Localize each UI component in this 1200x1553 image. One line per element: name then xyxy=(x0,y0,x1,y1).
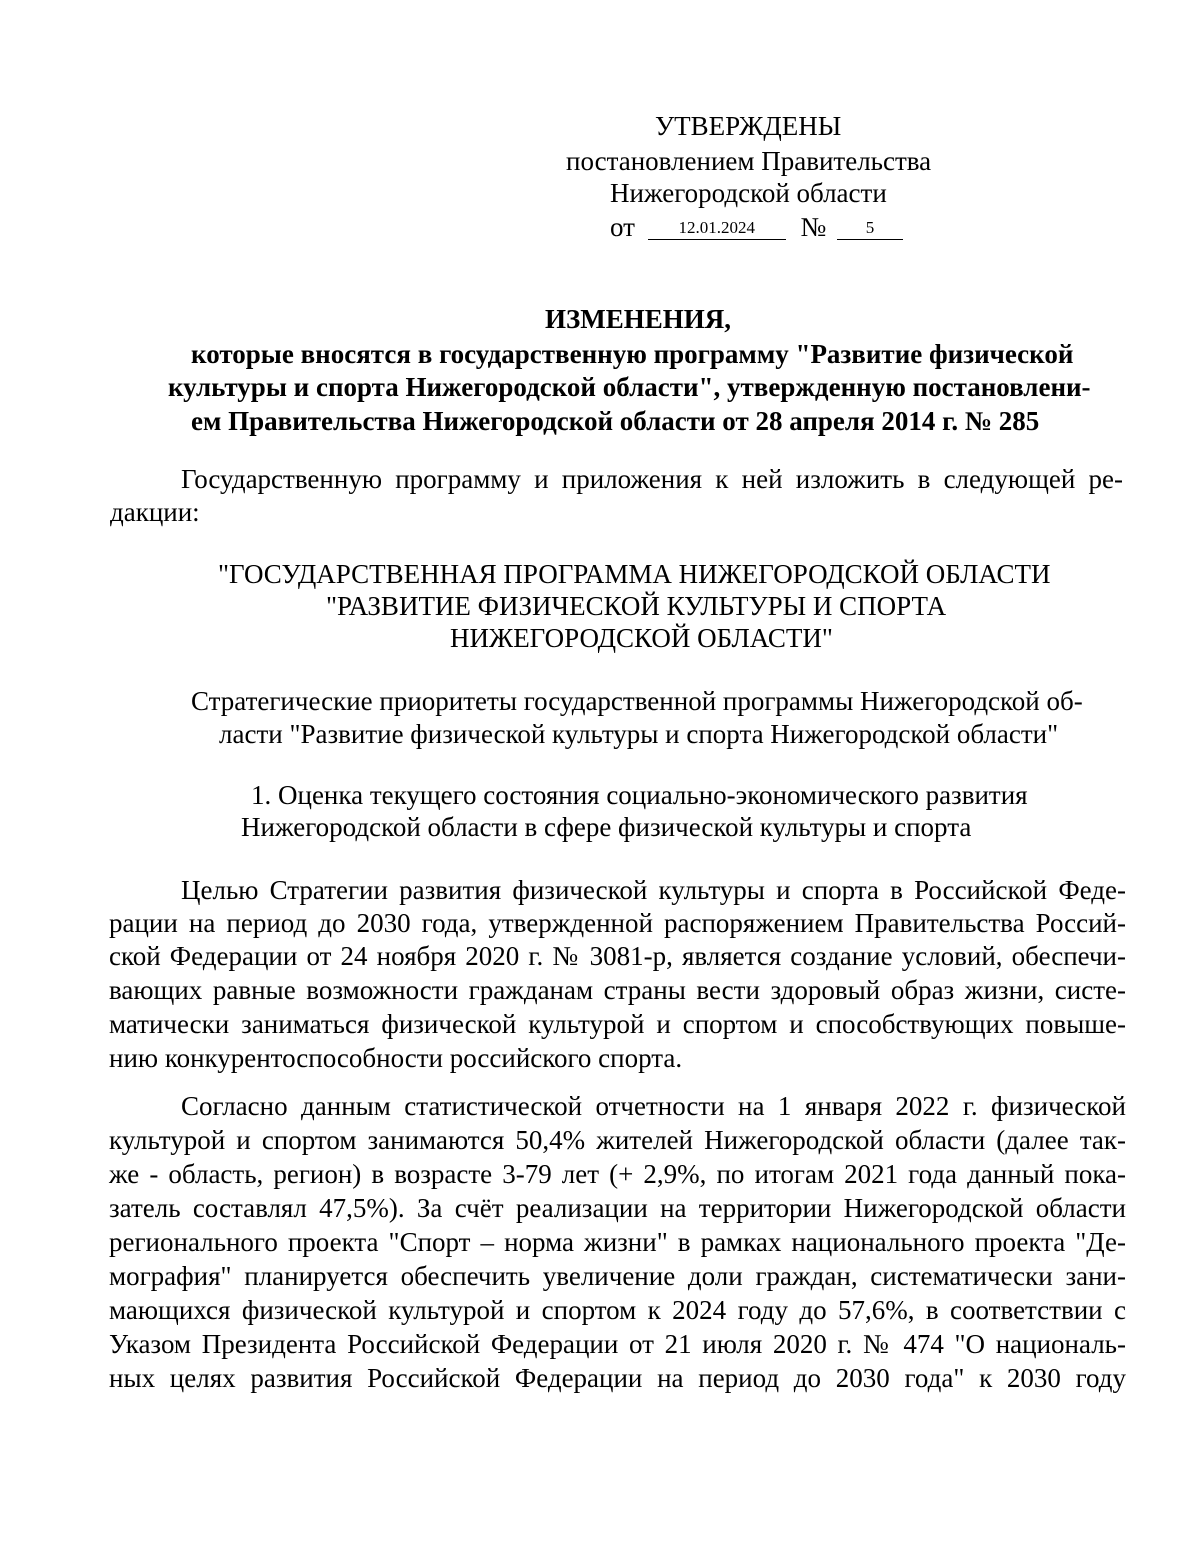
paragraph-2-line-2: культурой и спортом занимаются 50,4% жителей Нижегородской области (далее так- xyxy=(109,1125,1126,1155)
paragraph-2-line-7: мающихся физической культурой и спортом к 2024 году до 57,6%, в соответствии с xyxy=(109,1295,1126,1325)
paragraph-2-line-1: Согласно данным статистической отчетности на 1 января 2022 г. физической xyxy=(181,1091,1126,1121)
approval-date-line xyxy=(610,211,903,244)
approval-region: Нижегородской области xyxy=(610,178,887,208)
paragraph-2-line-9: ных целях развития Российской Федерации на период до 2030 года" к 2030 году xyxy=(109,1363,1126,1393)
priorities-line-1: Стратегические приоритеты государственной программы Нижегородской об- xyxy=(191,686,1083,716)
paragraph-1-line-3: ской Федерации от 24 ноября 2020 г. № 3081-р, является создание условий, обеспечи- xyxy=(109,941,1126,971)
program-title-line-2: "РАЗВИТИЕ ФИЗИЧЕСКОЙ КУЛЬТУРЫ И СПОРТА xyxy=(326,591,947,621)
paragraph-1-line-4: вающих равные возможности гражданам страны вести здоровый образ жизни, систе- xyxy=(109,975,1126,1005)
date-prefix: от xyxy=(610,212,635,242)
title-line-2: культуры и спорта Нижегородской области", утвержденную постановлени- xyxy=(168,372,1091,402)
paragraph-1-line-5: матически заниматься физической культурой и спортом и способствующих повыше- xyxy=(109,1009,1126,1039)
paragraph-2-line-6: мография" планируется обеспечить увеличение доли граждан, систематически зани- xyxy=(109,1261,1126,1291)
paragraph-2-line-3: же - область, регион) в возрасте 3-79 лет (+ 2,9%, по итогам 2021 года данный пока- xyxy=(109,1159,1126,1189)
paragraph-2-line-4: затель составлял 47,5%). За счёт реализации на территории Нижегородской области xyxy=(109,1193,1126,1223)
title-line-1: которые вносятся в государственную программу "Развитие физической xyxy=(191,339,1074,369)
priorities-line-2: ласти "Развитие физической культуры и спорта Нижегородской области" xyxy=(219,719,1059,749)
title-line-3: ем Правительства Нижегородской области от 28 апреля 2014 г. № 285 xyxy=(191,406,1040,436)
paragraph-1-line-2: рации на период до 2030 года, утвержденной распоряжением Правительства Россий- xyxy=(109,908,1126,938)
section-1-line-2: Нижегородской области в сфере физической культуры и спорта xyxy=(241,812,972,842)
intro-line-2: дакции: xyxy=(110,497,200,527)
program-title-line-1: "ГОСУДАРСТВЕННАЯ ПРОГРАММА НИЖЕГОРОДСКОЙ ОБЛАСТИ xyxy=(218,559,1051,589)
number-sign: № xyxy=(800,212,827,242)
program-title-line-3: НИЖЕГОРОДСКОЙ ОБЛАСТИ" xyxy=(450,623,833,653)
number-field: 5 xyxy=(837,217,903,240)
paragraph-2-line-8: Указом Президента Российской Федерации от 21 июля 2020 г. № 474 "О националь- xyxy=(109,1329,1126,1359)
paragraph-1-line-1: Целью Стратегии развития физической культуры и спорта в Российской Феде- xyxy=(181,875,1126,905)
document-title: ИЗМЕНЕНИЯ, xyxy=(544,304,731,334)
section-1-line-1: 1. Оценка текущего состояния социально-экономического развития xyxy=(251,780,1028,810)
paragraph-1-line-6: нию конкурентоспособности российского спорта. xyxy=(109,1043,683,1073)
approval-heading: УТВЕРЖДЕНЫ xyxy=(655,111,842,141)
date-field: 12.01.2024 xyxy=(648,217,786,240)
paragraph-2-line-5: регионального проекта "Спорт – норма жизни" в рамках национального проекта "Де- xyxy=(109,1227,1126,1257)
intro-line-1: Государственную программу и приложения к ней изложить в следующей ре- xyxy=(181,464,1123,494)
approval-resolution: постановлением Правительства xyxy=(566,146,932,176)
